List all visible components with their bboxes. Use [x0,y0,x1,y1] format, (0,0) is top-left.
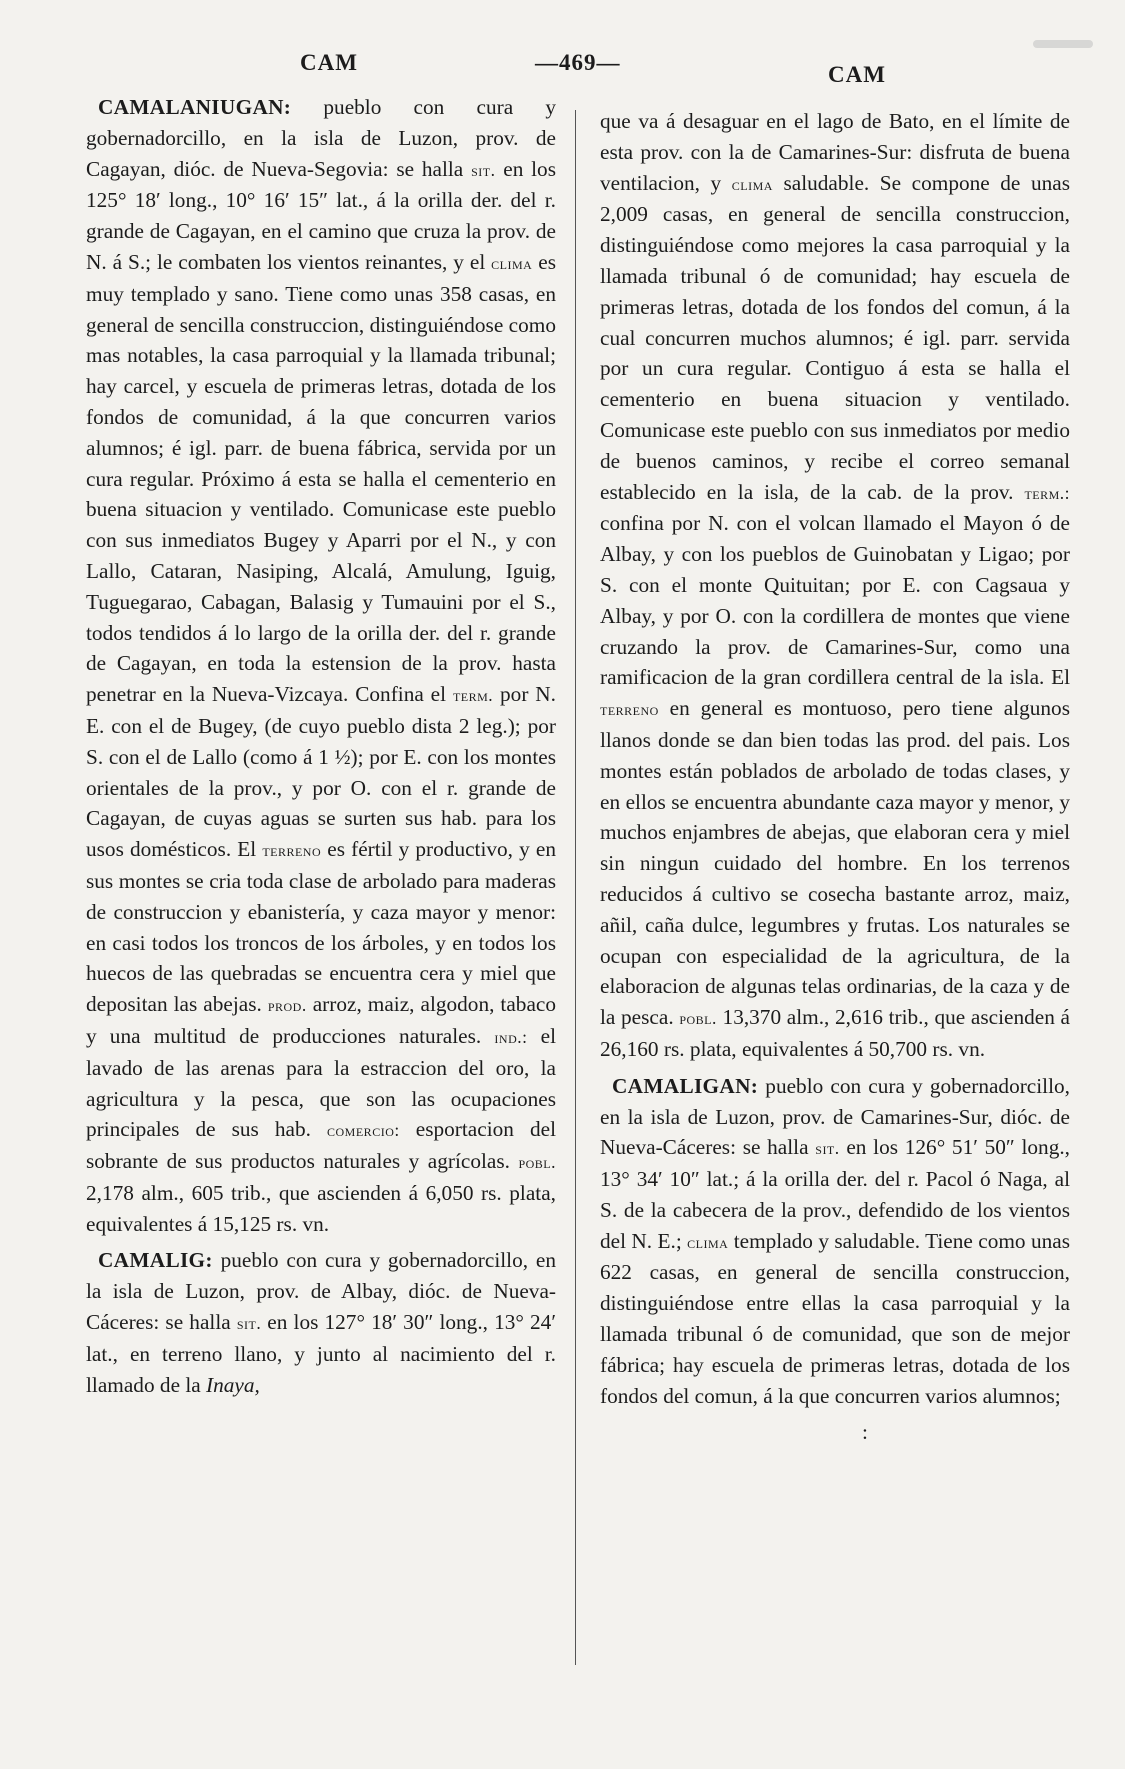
small-caps-term: clima [491,252,533,273]
entry-camalig-continued [600,106,1070,1065]
footer-mark: : [862,1420,868,1445]
headword: CAMALIG: [98,1248,213,1273]
entry-text: en general es montuoso, pero tiene algunos llanos donde se dan bien todas las prod. del pais. Los montes están poblados de arbolado de todas clases, y en ellos se encuentra abundante caza mayor y menor, y muchos enjambres de abejas, que elaboran cera y miel sin ningun cuidado del hombre. En los terrenos reducidos á cultivo se cosecha bastante arroz, maiz, añil, caña dulce, legumbres y frutas. Los naturales se ocupan con especialidad de la agricultura, de la elaboracion de algunas telas ordinarias, de la caza y de la pesca. [600,696,1070,1030]
entry-text: que va á desaguar en el lago de Bato, en el límite de esta prov. con la de Camarines-Sur: disfruta de buena ventilacion, y [600,109,1070,195]
entry-text: en los 125° 18′ long., 10° 16′ 15″ lat., á la orilla der. del r. grande de Cagayan, en el camino que cruza la prov. de N. á S.; le combaten los vientos reinantes, y el [86,156,556,274]
small-caps-term: clima [731,173,773,194]
italic-place-name: Inaya, [206,1372,260,1397]
small-caps-term: sit. [815,1138,840,1159]
entry-camalig [86,1245,556,1400]
column-divider [575,110,576,1665]
small-caps-term: terreno [600,699,659,720]
page-smudge [1033,40,1093,48]
entry-text: pueblo con cura y gobernadorcillo, en la isla de Luzon, prov. de Camarines-Sur, dióc. de Nueva-Cáceres: se halla [600,1073,1070,1160]
entry-camaligan [600,1071,1070,1412]
entry-text: en los 127° 18′ 30″ long., 13° 24′ lat., en terreno llano, y junto al nacimiento del r. llamado de la [86,1310,556,1397]
entry-text: pueblo con cura y gobernadorcillo, en la isla de Luzon, prov. de Cagayan, dióc. de Nueva-Segovia: se halla [86,95,556,181]
entry-text: 13,370 alm., 2,616 trib., que ascienden á 26,160 rs. plata, equivalentes á 50,700 rs. vn. [600,1005,1070,1061]
entry-text: por N. E. con el de Bugey, (de cuyo pueblo dista 2 leg.); por S. con el de Lallo (como á 1 ½); por E. con los montes orientales de la prov., y por O. con el r. grande de Cagayan, de cuyas aguas se surten sus hab. para los usos domésticos. El [86,682,556,862]
small-caps-term: term.: [1024,482,1070,503]
small-caps-term: clima [687,1231,729,1252]
entry-text: en los 126° 51′ 50″ long., 13° 34′ 10″ lat.; á la orilla der. del r. Pacol ó Naga, al S. de la cabecera de la prov., defendido de los vientos del N. E.; [600,1135,1070,1253]
small-caps-term: sit. [471,159,496,180]
running-head-right: CAM [828,62,886,87]
small-caps-term: sit. [236,1313,262,1334]
small-caps-term: term. [452,685,494,706]
page-number: —469— [535,50,621,75]
headword: CAMALIGAN: [612,1073,759,1098]
left-column [86,92,556,1400]
small-caps-term: pobl. [679,1008,717,1029]
entry-text: pueblo con cura y gobernadorcillo, en la isla de Luzon, prov. de Albay, dióc. de Nueva-Cáceres: se halla [86,1248,556,1335]
entry-camalaniugan [86,92,556,1239]
small-caps-term: pobl. [518,1152,556,1173]
entry-text: 2,178 alm., 605 trib., que ascienden á 6,050 rs. plata, equivalentes á 15,125 rs. vn. [86,1180,556,1236]
small-caps-term: prod. [267,995,307,1016]
entry-text: es muy templado y sano. Tiene como unas 358 casas, en general de sencilla construccion, distinguiéndose como mas notables, la casa parroquial y la llamada tribunal; hay carcel, y escuela de primeras letras, dotada de los fondos de comunidad, á la que concurren varios alumnos; é igl. parr. de buena fábrica, servida por un cura regular. Próximo á esta se halla el cementerio en buena situacion y ventilado. Comunicase este pueblo con sus inmediatos Bugey y Aparri por el N., y con Lallo, Cataran, Nasiping, Alcalá, Amulung, Iguig, Tuguegarao, Cabagan, Balasig y Tumauini por el S., todos tendidos á lo largo de la orilla der. del r. grande de Cagayan, en toda la estension de la prov. hasta penetrar en la Nueva-Vizcaya. Confina el [86,249,556,707]
right-column [600,106,1070,1448]
entry-text: saludable. Se compone de unas 2,009 casas, en general de sencilla construccion, distinguiéndose como mejores la casa parroquial y la llamada tribunal ó de comunidad; hay escuela de primeras letras, dotada de los fondos del comun, á la cual concurren muchos alumnos; é igl. parr. servida por un cura regular. Contiguo á esta se halla el cementerio en buena situacion y ventilado. Comunicase este pueblo con sus inmediatos por medio de buenos caminos, y recibe el correo semanal establecido en la isla, de la cab. de la prov. [600,170,1070,504]
entry-text: templado y saludable. Tiene como unas 622 casas, en general de sencilla construccion, distinguiéndose entre ellas la casa parroquial y la llamada tribunal ó de comunidad, que son de mejor fábrica; hay escuela de primeras letras, dotada de los fondos del comun, á la que concurren varios alumnos; [600,1228,1070,1408]
running-head-left: CAM [300,50,358,75]
headword: CAMALANIUGAN: [98,95,292,119]
small-caps-term: comercio: [327,1120,400,1141]
entry-text: arroz, maiz, algodon, tabaco y una multitud de producciones naturales. [86,992,556,1048]
entry-text: el lavado de las arenas para la estraccion del oro, la agricultura y la pesca, que son las ocupaciones principales de sus hab. [86,1023,556,1142]
entry-text: es fértil y productivo, y en sus montes se cria toda clase de arbolado para maderas de construccion y ebanistería, y caza mayor y menor: en casi todos los troncos de los árboles, y en todos los huecos de las quebradas se encuentra cera y miel que depositan las abejas. [86,837,556,1017]
small-caps-term: ind.: [494,1026,528,1047]
small-caps-term: terreno [262,840,322,861]
entry-text: esportacion del sobrante de sus productos naturales y agrícolas. [86,1117,556,1174]
entry-text: confina por N. con el volcan llamado el Mayon ó de Albay, y con los pueblos de Guinobatan y Ligao; por S. con el monte Quituitan; por E. con Cagsaua y Albay, y por O. con la cordillera de montes que viene cruzando la prov. de Camarines-Sur, como una ramificacion de la gran cordillera central de la isla. El [600,511,1070,690]
